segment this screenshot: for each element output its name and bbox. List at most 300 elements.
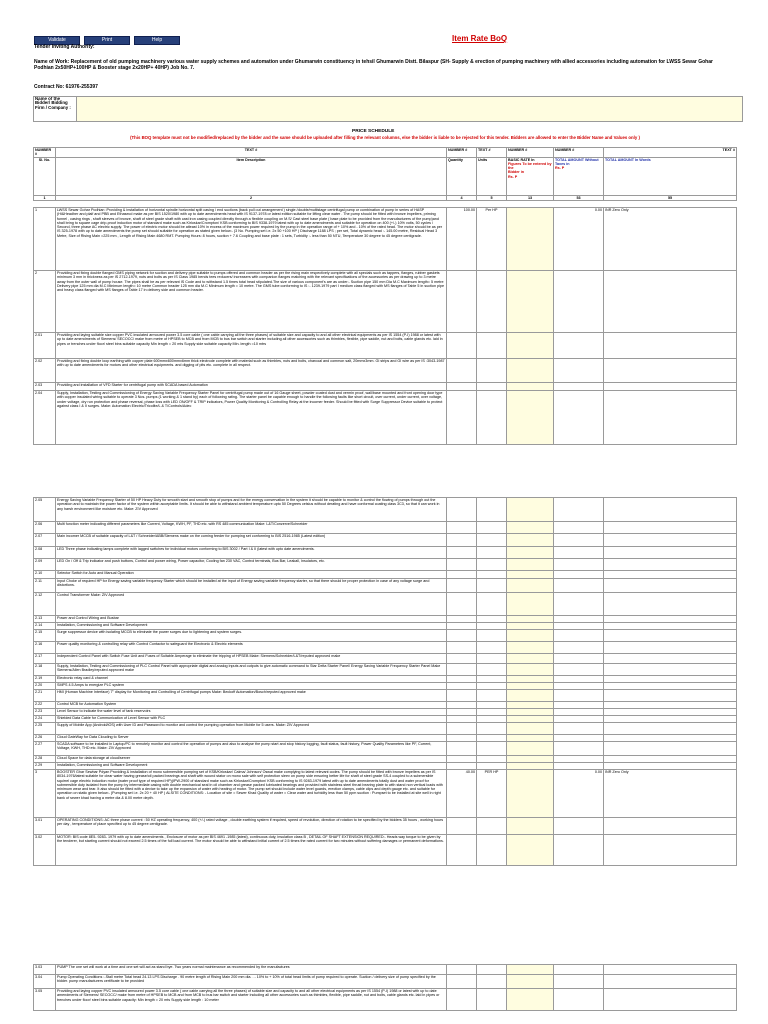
sl-no-cell: 2.08: [34, 547, 56, 559]
basic-rate-input[interactable]: [507, 208, 554, 271]
amount-in-words-cell: [604, 391, 737, 445]
sl-no-cell: 2.01: [34, 333, 56, 359]
amount-in-words-cell: [604, 690, 737, 702]
basic-rate-input[interactable]: [507, 271, 554, 333]
quantity-cell: [447, 642, 477, 654]
total-amount-cell: [554, 391, 604, 445]
sl-no-cell: 2.15: [34, 630, 56, 642]
amount-in-words-cell: [604, 333, 737, 359]
bidder-name-input[interactable]: [77, 97, 743, 122]
boq-table-bottom: [33, 964, 737, 1011]
total-amount-cell: [554, 975, 604, 989]
units-cell: [477, 579, 507, 593]
units-cell: [477, 965, 507, 975]
basic-rate-input[interactable]: [507, 579, 554, 593]
quantity-cell: [447, 664, 477, 676]
basic-rate-input[interactable]: [507, 676, 554, 683]
total-amount-cell: [554, 676, 604, 683]
table-row: [34, 716, 737, 723]
sl-no-cell: 2.03: [34, 383, 56, 391]
basic-rate-input[interactable]: [507, 835, 554, 866]
quantity-cell: [447, 683, 477, 690]
amount-in-words-cell: [604, 756, 737, 763]
tender-inviting-authority: Tender Inviting Authority:: [34, 44, 95, 50]
amount-in-words-cell: [604, 547, 737, 559]
total-amount-cell: [554, 579, 604, 593]
boq-table-middle: [33, 497, 737, 866]
units-cell: [477, 989, 507, 1011]
basic-rate-input[interactable]: [507, 756, 554, 763]
total-amount-cell: [554, 742, 604, 756]
total-amount-cell: [554, 271, 604, 333]
table-row: [34, 623, 737, 630]
quantity-cell: [447, 654, 477, 664]
table-row: [34, 989, 737, 1011]
total-amount-cell: [554, 383, 604, 391]
total-amount-cell: [554, 630, 604, 642]
item-description-cell: Main incomer MCCB of suitable capacity of L&T / Schneider/ABB/Siemens make on the coming feeder for pumping set conforming to BIS 2516-1985 (Latest edition): [56, 534, 447, 547]
amount-in-words-cell: [604, 498, 737, 522]
col-index-13: 13: [507, 195, 554, 200]
units-cell: [477, 593, 507, 616]
amount-in-words-cell: INR Zero Only: [604, 208, 737, 271]
amount-in-words-cell: [604, 579, 737, 593]
amount-in-words-cell: [604, 271, 737, 333]
units-cell: [477, 763, 507, 770]
quantity-cell: [447, 630, 477, 642]
quantity-cell: [447, 989, 477, 1011]
units-cell: [477, 333, 507, 359]
item-description-cell: LWSS Sewar Gohar Podhian :Providing & installation of horizontal spindle horizontal split casing / end suctions (back pull out arrangement ) single /double/multistage centrifugal pump or combination of pump in series of HASP (Hi&Headher and plaif and PBB and Ethasecd make as per BIS 1520/1980 with up to date amendments head with IS 9137-1978 or latest edition suitable for lifting clear water . The pump should be fitted with bronze impellers, priming funnel , casing rings , shaft sleeves of bronze, shaft of steel grade shaft with cast iron casing coupled directly through a flexible coupling on M.S/ Cast steel base plate ( base plate to be provided from the manufacturers of the pump)and shall bring to square cage drip-proof induction motor of standard make such as Kirloskar/Crompton/ KSB conforming to BIS 9338-1979 latest with up to date amendments and suitable for operation on 400 (+/-) 10% volts, 50 cycles / Second, three phase AC electric supply. The power of electric motor should be atleast 10% in excess of the maximum power required by the pump in the operation range of + 10% and - 10% of the rated head. The motor should be as per IS 325-1978 with up to date amendments the pump set should suitable for operation as stated given below:- (3 No. Pumping set i.e. 2x 50 +100 HP ) Discharge 1188 LPS ; per set, Total dynamic head :- 145.00 metre, Residual Head 3 Metre, Size of Rising Main =225 mm , Length of Rising Main 4680 RMT. Pumping Hours: 8 hours, suction + 7.6 Coupling and base plate : 1 sets, Turbidity :- less than 50 NTU, Temperature 30 degree to 45 degree centigrade.: [56, 208, 447, 271]
name-of-work: Name of Work: Replacement of old pumping machinery various water supply schemes and automation under Ghumarwin constituency in tehsil Ghumarwin Distt. Bilaspur (SH- Supply & erection of pumping machinery with allied accessories including automation for LWSS Sewar Gohar Podhian 2x50HP+100HP & Booster stage 2x20HP+ 40HP) Job No. 7.: [34, 59, 713, 72]
item-description-cell: Power and Control Wiring and Busbar: [56, 616, 447, 623]
amount-in-words-cell: [604, 630, 737, 642]
table-row: [34, 534, 737, 547]
table-row: [34, 522, 737, 534]
units-cell: [477, 630, 507, 642]
quantity-cell: [447, 676, 477, 683]
basic-rate-currency: Rs. P: [508, 174, 518, 179]
quantity-cell: [447, 579, 477, 593]
basic-rate-input[interactable]: [507, 716, 554, 723]
amount-in-words-cell: [604, 571, 737, 579]
amount-in-words-cell: [604, 742, 737, 756]
basic-rate-input[interactable]: [507, 989, 554, 1011]
total-amount-cell: [554, 965, 604, 975]
basic-rate-input[interactable]: [507, 654, 554, 664]
col-index-1: 1: [34, 195, 56, 200]
units-cell: [477, 818, 507, 835]
item-description-cell: SCADA software to be installed in Laptop/PC to remotely monitor and control the operation of pumps and also to analyse the pump start and stop history logging, fault status, fault history, Power Quality Parameters like PF, Current, Voltage, KWH, THD etc. Make: ZIV Approved: [56, 742, 447, 756]
basic-rate-input[interactable]: [507, 702, 554, 709]
basic-rate-input[interactable]: [507, 571, 554, 579]
total-amount-cell: [554, 818, 604, 835]
sl-no-cell: 3.03: [34, 965, 56, 975]
table-row: [34, 763, 737, 770]
table-row: [34, 742, 737, 756]
basic-rate-input[interactable]: [507, 498, 554, 522]
sl-no-cell: 2.14: [34, 623, 56, 630]
units-cell: [477, 742, 507, 756]
sl-no-cell: 3.05: [34, 989, 56, 1011]
total-amount-cell: [554, 716, 604, 723]
item-description-cell: Cloud GateWay for Data Clouding to Server: [56, 735, 447, 742]
quantity-cell: [447, 534, 477, 547]
amount-in-words-cell: INR Zero Only: [604, 770, 737, 818]
item-description-cell: Level Sensor to indicate the water level of tank reservoirs: [56, 709, 447, 716]
basic-rate-input[interactable]: [507, 333, 554, 359]
basic-rate-input[interactable]: [507, 975, 554, 989]
total-amount-cell: [554, 642, 604, 654]
amount-in-words-cell: [604, 359, 737, 383]
col-index-2: 2: [56, 195, 447, 200]
col-quantity: Quantity: [447, 157, 477, 195]
basic-rate-input[interactable]: [507, 534, 554, 547]
basic-rate-input[interactable]: [507, 770, 554, 818]
amount-in-words-cell: [604, 383, 737, 391]
sl-no-cell: 2.17: [34, 654, 56, 664]
sl-no-cell: 3.01: [34, 818, 56, 835]
amount-in-words-cell: [604, 623, 737, 630]
total-amount-cell: [554, 702, 604, 709]
quantity-cell: [447, 756, 477, 763]
item-description-cell: SMPS 4.5 Amps to energize PLC system: [56, 683, 447, 690]
units-cell: [477, 709, 507, 716]
units-cell: [477, 271, 507, 333]
quantity-cell: 100.00: [447, 208, 477, 271]
col-total-amount: [554, 157, 604, 195]
col-type-4: TEXT #: [477, 148, 507, 158]
quantity-cell: 40.00: [447, 770, 477, 818]
basic-rate-input[interactable]: [507, 522, 554, 534]
units-cell: [477, 547, 507, 559]
sl-no-cell: 3: [34, 770, 56, 818]
units-cell: [477, 571, 507, 579]
basic-rate-input[interactable]: [507, 735, 554, 742]
sl-no-cell: 2.13: [34, 616, 56, 623]
price-schedule-heading: PRICE SCHEDULE: [352, 129, 395, 134]
amount-in-words-cell: [604, 835, 737, 866]
sl-no-cell: 2.20: [34, 683, 56, 690]
col-type-2: TEXT #: [56, 148, 447, 158]
table-row: [34, 770, 737, 818]
item-description-cell: Input Choke of required HP for Energy saving variable frequency Starter which should be installed at the input of Energy saving variable frequency starter, so that there should be proper protection in case of any voltage surge and distortions.: [56, 579, 447, 593]
amount-in-words-cell: [604, 763, 737, 770]
sl-no-cell: 1: [34, 208, 56, 271]
sl-no-cell: 2.16: [34, 642, 56, 654]
quantity-cell: [447, 333, 477, 359]
sl-no-cell: 2.04: [34, 391, 56, 445]
total-amount-label: TOTAL AMOUNT Without Taxes in: [555, 157, 599, 166]
amount-in-words-cell: [604, 676, 737, 683]
basic-rate-input[interactable]: [507, 616, 554, 623]
total-amount-cell: [554, 593, 604, 616]
sl-no-cell: 2.09: [34, 559, 56, 571]
item-description-cell: Providing and fixing double loop earthing with copper plate 600mmx600mmx6mm thick electrode complete with material such as thimbles, nuts and bolts, charcoal and common salt, 20mmx3mm. GI strips and GI wire as per IS :3043-1987 with up to date amendments for motors and other electrical equipments. and digging of pits etc. complete in all respect.: [56, 359, 447, 383]
table-row: [34, 756, 737, 763]
table-row: [34, 709, 737, 716]
total-amount-cell: [554, 571, 604, 579]
quantity-cell: [447, 723, 477, 735]
basic-rate-input[interactable]: [507, 664, 554, 676]
table-row: [34, 547, 737, 559]
units-cell: [477, 498, 507, 522]
sl-no-cell: 2.12: [34, 593, 56, 616]
basic-rate-input[interactable]: [507, 965, 554, 975]
table-row: [34, 642, 737, 654]
validate-button[interactable]: Validate: [34, 36, 80, 45]
col-type-6: NUMBER #: [554, 148, 604, 158]
units-cell: Per HP: [477, 208, 507, 271]
quantity-cell: [447, 709, 477, 716]
item-description-cell: Installation, Commissioning and Software Development: [56, 763, 447, 770]
print-button[interactable]: Print: [84, 36, 130, 45]
item-description-cell: Shielded Data Cable for Communication of Level Sensor with PLC: [56, 716, 447, 723]
quantity-cell: [447, 975, 477, 989]
sl-no-cell: 2.18: [34, 664, 56, 676]
item-description-cell: Power quality monitoring & controlling relay with Control Contactor to safeguard the Electronic & Electric elements: [56, 642, 447, 654]
table-row: [34, 818, 737, 835]
item-description-cell: Electronic relay card & channel: [56, 676, 447, 683]
sl-no-cell: 2.29: [34, 763, 56, 770]
sl-no-cell: 2: [34, 271, 56, 333]
basic-rate-input[interactable]: [507, 391, 554, 445]
quantity-cell: [447, 593, 477, 616]
total-amount-cell: [554, 547, 604, 559]
basic-rate-input[interactable]: [507, 623, 554, 630]
item-description-cell: HMI (Human Machine Interface) 7" display for Monitoring and Controlling of Centrifugal pumps Make: Beckoff Automation/Bosch/reputed approved make: [56, 690, 447, 702]
sl-no-cell: 2.11: [34, 579, 56, 593]
sl-no-cell: 2.27: [34, 742, 56, 756]
total-amount-cell: [554, 498, 604, 522]
units-cell: [477, 359, 507, 383]
basic-rate-input[interactable]: [507, 683, 554, 690]
basic-rate-input[interactable]: [507, 818, 554, 835]
total-amount-cell: [554, 359, 604, 383]
basic-rate-input[interactable]: [507, 593, 554, 616]
sl-no-cell: 2.24: [34, 716, 56, 723]
item-description-cell: Providing and installation of VFD Starter for centrifugal pump with SCADA based Automation: [56, 383, 447, 391]
units-cell: [477, 642, 507, 654]
table-row: [34, 391, 737, 445]
amount-in-words-cell: [604, 735, 737, 742]
quantity-cell: [447, 702, 477, 709]
quantity-cell: [447, 818, 477, 835]
table-row: [34, 630, 737, 642]
quantity-cell: [447, 735, 477, 742]
item-description-cell: LED Three phase indicating lamps complete with lagged switches for individual motors conforming to BIS 3002 / Part I & II (latest with upto date amendments.: [56, 547, 447, 559]
boq-header: [33, 147, 737, 201]
amount-in-words-cell: [604, 989, 737, 1011]
table-row: [34, 735, 737, 742]
total-amount-cell: [554, 623, 604, 630]
total-amount-cell: [554, 835, 604, 866]
table-row: [34, 359, 737, 383]
basic-rate-input[interactable]: [507, 763, 554, 770]
quantity-cell: [447, 716, 477, 723]
quantity-cell: [447, 271, 477, 333]
basic-rate-input[interactable]: [507, 742, 554, 756]
item-description-cell: Control MCB for Automation System: [56, 702, 447, 709]
total-amount-cell: 0.00: [554, 208, 604, 271]
amount-in-words-cell: [604, 702, 737, 709]
basic-rate-instruction: Figures To be entered by the: [508, 161, 552, 171]
amount-in-words-cell: [604, 723, 737, 735]
item-description-cell: Providing and fixing double flanged GMS piping network for suction and delivery pipe suitable to pumps offered and common header as per the rising main respectively complete with all specials such as tappers, flanges, rubber gaskets minimum 3 mm in thickness as per IS 2712-1979, nuts and bolts as per IS Class 1985 bends tees reducers/ increasers with companion flanges matching with the relevant specifications of the accessories as per drawing up to 3 metre away from the outer wall of pump house. The pipes shall be as per relevant IS Code and to withstand 1.5 times total head stipulated.The size of various component's are as under:- Suction pipe 150 mm Dia M.C Maximum length= 5 metre Delivery pipe 125 mm dia M.C Minimum length= 10 metre Common header 125 mm dia M.C Minimum length = 10 metre. The GMS tube conforming to IS :- 1239-1979 part I medium class flanged with MS flanges of Table 5 in suction pipe and heavy class flanged with MS flanges of Table 17 in delivery side and common header.: [56, 271, 447, 333]
sl-no-cell: 2.23: [34, 709, 56, 716]
table-row: [34, 571, 737, 579]
amount-in-words-cell: [604, 965, 737, 975]
page-break: [0, 484, 768, 494]
table-row: [34, 723, 737, 735]
contract-no: Contract No: 61976-255397: [34, 84, 98, 90]
total-amount-cell: [554, 333, 604, 359]
total-amount-cell: [554, 989, 604, 1011]
units-cell: [477, 702, 507, 709]
table-row: [34, 654, 737, 664]
sl-no-cell: 2.26: [34, 735, 56, 742]
basic-rate-input[interactable]: [507, 359, 554, 383]
units-cell: [477, 735, 507, 742]
item-description-cell: Pump Operating Conditions :-Stall metre Total head 24.13 LPS Discharge . 90 metre length of Rising Main 200 mm dia. . - 10% to + 10% of total head limits of pump required to operate. Suction / delivery size of pump specified by the bidder. pump manufacturers certificate to be provided: [56, 975, 447, 989]
amount-in-words-cell: [604, 818, 737, 835]
sl-no-cell: 2.05: [34, 498, 56, 522]
basic-rate-input[interactable]: [507, 723, 554, 735]
total-amount-cell: [554, 683, 604, 690]
col-index-4: 4: [447, 195, 477, 200]
units-cell: [477, 616, 507, 623]
total-amount-cell: [554, 559, 604, 571]
units-cell: [477, 654, 507, 664]
item-description-cell: Providing and laying suitable size copper PVC insulated armoured power 3.5 core cable ( one cable carrying all the three phases) of suitable size and capacity to and all other electrical equipments as per IS 1554 (P-I) 1988 or latest with up to date amendments of Siemens/ SECOCC/ make from metre of HPSEB to MCB and from MCB to bus bar switch and starter including all other accessories such as thimbles, flexible, pipe saddle, nut and bolts, cable glands etc. laid in pipes or trenches under floor/ steel bins suitable capacity Min length = 20 mts Supply side suitable capacity Min. length =10 mtrs: [56, 333, 447, 359]
units-cell: [477, 623, 507, 630]
table-row: [34, 593, 737, 616]
quantity-cell: [447, 522, 477, 534]
basic-rate-input[interactable]: [507, 559, 554, 571]
quantity-cell: [447, 383, 477, 391]
amount-in-words-cell: [604, 654, 737, 664]
amount-in-words-cell: [604, 709, 737, 716]
item-description-cell: Installation, Commissioning and Software Development: [56, 623, 447, 630]
item-description-cell: OPERATING CONDITIONS: AC three phase current : 50 HZ operating frequency, 400 (+/-) rated voltage , double earthing system if required, speed of revolution, direction of rotation to be specified by the bidders 35 hours , working hours per day , temperature of place specified up to 45 degree centigrade.: [56, 818, 447, 835]
amount-in-words-cell: [604, 642, 737, 654]
units-cell: [477, 383, 507, 391]
col-index-53: 53: [554, 195, 604, 200]
price-schedule-note: (This BOQ template must not be modified/replaced by the bidder and the same should be uploaded after filling the relevant columns, else the bidder is liable to be rejected for this tender. Bidders are allowed to enter the Bidder Name and Values only ): [130, 135, 640, 140]
col-type-7: TEXT #: [604, 148, 737, 158]
item-description-cell: Cloud Space for data storage at cloud/server: [56, 756, 447, 763]
units-cell: [477, 559, 507, 571]
amount-in-words-cell: [604, 616, 737, 623]
total-amount-cell: [554, 522, 604, 534]
basic-rate-input[interactable]: [507, 642, 554, 654]
basic-rate-input[interactable]: [507, 383, 554, 391]
item-description-cell: Supply, Installation, Testing and Commissioning of Energy Saving Variable Frequency Starter Panel for centrifugal pump made out of 16 Gauge sheet, powder coated dust and vermin proof, wall/base mounted and front opening door type with copper insulated wiring suitable to operate 3 Nos. pumps (1 working & 1 stand by) each of following rating. The starter panel be capable enough to handle the following faults like short circuit, over current, under current, over voltage, under voltage, dry run protection and phase reversal, phase loss with LED ON/OFF & TRIP indicators, Power Quality Monitoring & Controlling Relay at the incomer feeder. Should be fitted with Surge Suppressor Device suitable to protect against class I & II surges. Make: Automation Electric/Tricolite/L & T/Controls/Adec: [56, 391, 447, 445]
quantity-cell: [447, 547, 477, 559]
table-row: [34, 676, 737, 683]
amount-in-words-cell: [604, 683, 737, 690]
quantity-cell: [447, 835, 477, 866]
units-cell: [477, 716, 507, 723]
quantity-cell: [447, 965, 477, 975]
quantity-cell: [447, 559, 477, 571]
table-row: [34, 271, 737, 333]
amount-in-words-cell: [604, 559, 737, 571]
sl-no-cell: 2.22: [34, 702, 56, 709]
quantity-cell: [447, 498, 477, 522]
table-row: [34, 498, 737, 522]
total-amount-cell: [554, 690, 604, 702]
basic-rate-input[interactable]: [507, 690, 554, 702]
total-amount-cell: [554, 723, 604, 735]
amount-in-words-cell: [604, 522, 737, 534]
quantity-cell: [447, 391, 477, 445]
item-description-cell: Multi function meter indicating different parameters like Current, Voltage, KWH, PF, THD etc. with RS 485 communication Make: L&T/Conzerve/Schneider: [56, 522, 447, 534]
amount-in-words-cell: [604, 664, 737, 676]
item-description-cell: Supply, Installation, Testing and Commissioning of PLC Control Panel with appropriate digital and analog inputs and outputs to give automatic command to Star Delta Starter Panel/ Energy Saving Variable Frequency Starter Panel Make Siemens/Allen Bradley/reputed approved make: [56, 664, 447, 676]
units-cell: [477, 522, 507, 534]
units-cell: [477, 835, 507, 866]
col-type-3: NUMBER #: [447, 148, 477, 158]
basic-rate-label: BASIC RATE In: [508, 157, 535, 162]
units-cell: [477, 975, 507, 989]
col-item-description: Item Description: [56, 157, 447, 195]
table-row: [34, 383, 737, 391]
col-index-55: 55: [604, 195, 737, 200]
quantity-cell: [447, 690, 477, 702]
units-cell: [477, 683, 507, 690]
col-type-5: NUMBER #: [507, 148, 554, 158]
item-description-cell: Energy Saving Variable Frequency Starter of 50 HP Heavy Duty for smooth start and smooth stop of pumps and for the energy conservation in the system it should be capable to monitor & control the flowing of pumps through out the operation and to maintain the power factor of the system within acceptable limits. It should be able to withstand ambient temperature upto 50 Degrees celsius without derating and have conformal coating class 3C3, so that it can work in any harsh environment like moisture etc. Make: ZIV Approved: [56, 498, 447, 522]
boq-table-top: [33, 207, 737, 445]
units-cell: [477, 664, 507, 676]
table-row: [34, 333, 737, 359]
units-cell: [477, 756, 507, 763]
quantity-cell: [447, 763, 477, 770]
bidder-label: Name of the Bidder/ Bidding Firm / Company :: [34, 97, 77, 122]
item-description-cell: MOTOR: BIS code 8E5- 9283- 1979 with up to date amendments , Enclosure of motor as per BIS 4691 -1985 (latest), continuous duty, insulation class B , DETAIL OF SHAFT EXTENSION REQUIRED:- Heads way torque to be given by the tenderer, but starting current should not exceed 2.5 times of the full load current. The motor should be able to withstand initial current of 2.5 times the rated current for two minutes without suffering damages or permanent deformations.: [56, 835, 447, 866]
amount-in-words-cell: [604, 975, 737, 989]
sl-no-cell: 2.06: [34, 522, 56, 534]
total-amount-cell: [554, 664, 604, 676]
page-title: Item Rate BoQ: [452, 34, 508, 43]
total-amount-cell: [554, 756, 604, 763]
item-description-cell: PUMP The one set will work at a time and one set will act as stand bye. Two years normal maintenance as recommended by the manufactures: [56, 965, 447, 975]
total-amount-cell: [554, 709, 604, 716]
amount-in-words-cell: [604, 534, 737, 547]
quantity-cell: [447, 623, 477, 630]
table-row: [34, 208, 737, 271]
col-type-1: NUMBER #: [34, 148, 56, 158]
col-sl-no: Sl. No.: [34, 157, 56, 195]
quantity-cell: [447, 616, 477, 623]
help-button[interactable]: Help: [134, 36, 180, 45]
units-cell: [477, 676, 507, 683]
basic-rate-input[interactable]: [507, 709, 554, 716]
table-row: [34, 683, 737, 690]
quantity-cell: [447, 742, 477, 756]
total-amount-cell: 0.00: [554, 770, 604, 818]
quantity-cell: [447, 359, 477, 383]
item-description-cell: Supply of Mobile App (Android/iOS) with User ID and Password to monitor and control the pumping operation from Mobile for 5 users. Make: ZIV Approved: [56, 723, 447, 735]
basic-rate-input[interactable]: [507, 630, 554, 642]
bidder-table: [33, 96, 743, 122]
sl-no-cell: 2.02: [34, 359, 56, 383]
sl-no-cell: 3.02: [34, 835, 56, 866]
sl-no-cell: 3.04: [34, 975, 56, 989]
basic-rate-input[interactable]: [507, 547, 554, 559]
col-amount-in-words: TOTAL AMOUNT In Words: [604, 157, 737, 195]
